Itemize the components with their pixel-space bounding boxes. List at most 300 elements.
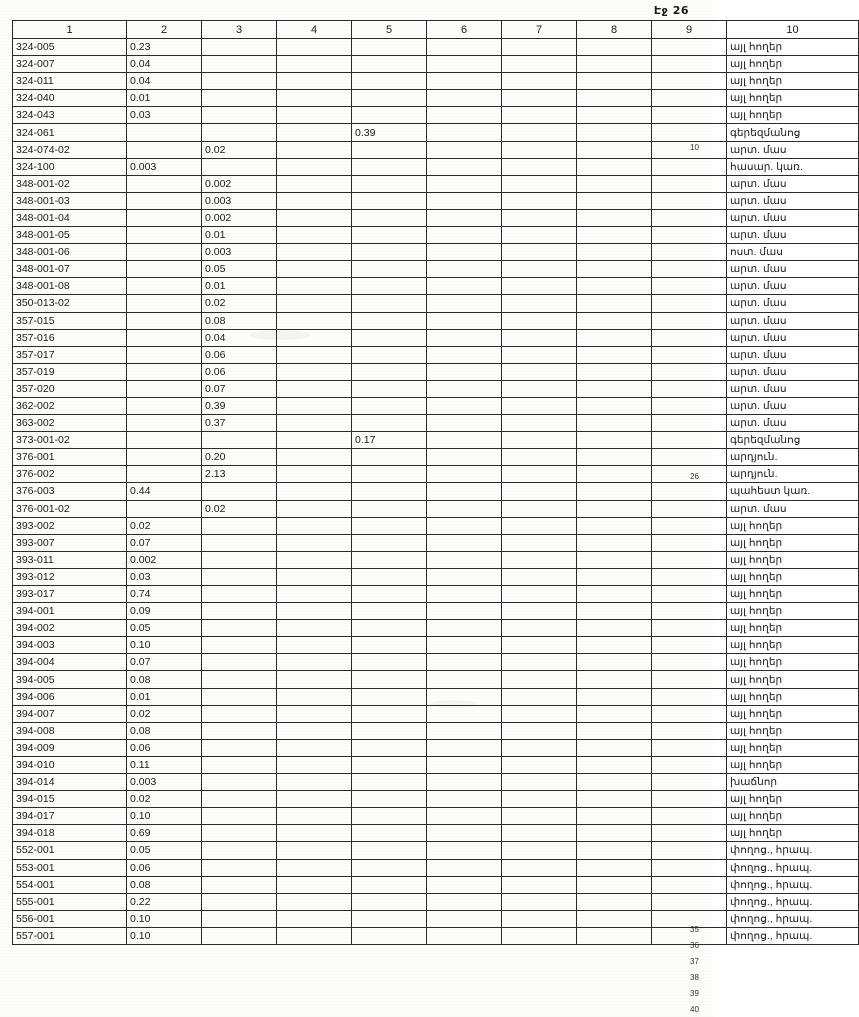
table-row: [13, 722, 859, 739]
cell-value-col5: [352, 449, 427, 466]
cell-land-type: պահեստ կառ.: [727, 483, 859, 500]
cell-parcel-code: 394-001: [13, 603, 127, 620]
cell-parcel-code: 363-002: [13, 415, 127, 432]
cell-value-col9: [652, 534, 727, 551]
cell-value-col9: [652, 568, 727, 585]
cell-value-col2: [127, 244, 202, 261]
cell-value-col7: [502, 107, 577, 124]
cell-parcel-code: 348-001-07: [13, 261, 127, 278]
cell-value-col3: [202, 893, 277, 910]
cell-value-col5: [352, 73, 427, 90]
cell-value-col2: 0.04: [127, 56, 202, 73]
table-row: [13, 603, 859, 620]
cell-value-col8: [577, 893, 652, 910]
cell-value-col3: [202, 432, 277, 449]
cell-parcel-code: 553-001: [13, 859, 127, 876]
cell-value-col4: [277, 739, 352, 756]
cell-value-col9: [652, 192, 727, 209]
cell-land-type: այլ հողեր: [727, 671, 859, 688]
cell-value-col7: [502, 432, 577, 449]
cell-value-col5: [352, 209, 427, 226]
cell-value-col7: [502, 312, 577, 329]
cell-value-col5: [352, 722, 427, 739]
cell-value-col7: [502, 158, 577, 175]
cell-value-col3: [202, 568, 277, 585]
cell-value-col5: [352, 551, 427, 568]
cell-value-col6: [427, 312, 502, 329]
cell-value-col3: 0.04: [202, 329, 277, 346]
cell-value-col4: [277, 534, 352, 551]
cell-value-col2: 0.08: [127, 876, 202, 893]
cell-value-col4: [277, 329, 352, 346]
cell-value-col9: [652, 876, 727, 893]
cell-value-col6: [427, 859, 502, 876]
cell-value-col9: [652, 603, 727, 620]
cell-parcel-code: 376-003: [13, 483, 127, 500]
table-row: [13, 739, 859, 756]
table-header: [13, 21, 859, 39]
table-row: [13, 551, 859, 568]
cell-value-col8: [577, 517, 652, 534]
cell-value-col3: 0.02: [202, 141, 277, 158]
cell-value-col6: [427, 73, 502, 90]
cell-value-col2: 0.44: [127, 483, 202, 500]
table-row: [13, 808, 859, 825]
cell-value-col6: [427, 534, 502, 551]
cell-value-col7: [502, 227, 577, 244]
cell-value-col4: [277, 56, 352, 73]
cell-value-col6: [427, 808, 502, 825]
cell-value-col8: [577, 739, 652, 756]
cell-value-col7: [502, 586, 577, 603]
cell-land-type: արտ. մաս: [727, 227, 859, 244]
cell-parcel-code: 362-002: [13, 397, 127, 414]
cell-value-col5: [352, 654, 427, 671]
cell-value-col4: [277, 551, 352, 568]
cell-value-col6: [427, 466, 502, 483]
cell-value-col5: [352, 346, 427, 363]
cell-value-col8: [577, 107, 652, 124]
cell-value-col9: [652, 722, 727, 739]
cell-value-col4: [277, 842, 352, 859]
table-row: [13, 927, 859, 944]
cell-value-col4: [277, 791, 352, 808]
cell-value-col4: [277, 722, 352, 739]
cell-value-col4: [277, 363, 352, 380]
cell-parcel-code: 393-007: [13, 534, 127, 551]
cell-value-col9: [652, 739, 727, 756]
cell-parcel-code: 357-020: [13, 380, 127, 397]
cell-land-type: այլ հողեր: [727, 756, 859, 773]
cell-value-col4: [277, 756, 352, 773]
cell-value-col6: [427, 329, 502, 346]
cell-value-col2: [127, 432, 202, 449]
cell-value-col5: [352, 483, 427, 500]
cell-value-col2: 0.08: [127, 722, 202, 739]
table-row: [13, 774, 859, 791]
cell-value-col2: 0.07: [127, 654, 202, 671]
cell-value-col6: [427, 756, 502, 773]
cell-value-col3: 0.06: [202, 363, 277, 380]
cell-parcel-code: 324-005: [13, 39, 127, 56]
cell-value-col3: [202, 654, 277, 671]
cell-value-col9: [652, 363, 727, 380]
cell-value-col6: [427, 568, 502, 585]
cell-value-col9: [652, 500, 727, 517]
cell-value-col6: [427, 842, 502, 859]
cell-value-col9: [652, 637, 727, 654]
cell-land-type: արտ. մաս: [727, 209, 859, 226]
table-row: [13, 192, 859, 209]
cell-parcel-code: 394-014: [13, 774, 127, 791]
cell-value-col5: [352, 910, 427, 927]
cell-value-col9: [652, 56, 727, 73]
cell-value-col5: [352, 141, 427, 158]
cell-value-col2: [127, 209, 202, 226]
cell-value-col6: [427, 295, 502, 312]
cell-value-col8: [577, 774, 652, 791]
cell-value-col4: [277, 209, 352, 226]
cell-value-col6: [427, 722, 502, 739]
table-row: [13, 705, 859, 722]
cell-value-col5: [352, 415, 427, 432]
cell-value-col9: [652, 90, 727, 107]
cell-value-col4: [277, 466, 352, 483]
cell-value-col7: [502, 73, 577, 90]
cell-value-col7: [502, 192, 577, 209]
table-body: [13, 39, 859, 945]
cell-land-type: արտ. մաս: [727, 141, 859, 158]
cell-value-col9: [652, 329, 727, 346]
cell-value-col4: [277, 432, 352, 449]
cell-value-col5: [352, 295, 427, 312]
cell-value-col7: [502, 39, 577, 56]
cell-land-type: այլ հողեր: [727, 654, 859, 671]
cell-value-col7: [502, 346, 577, 363]
cell-value-col2: [127, 466, 202, 483]
cell-value-col3: [202, 56, 277, 73]
cell-parcel-code: 394-004: [13, 654, 127, 671]
cell-value-col9: [652, 415, 727, 432]
cell-value-col2: [127, 329, 202, 346]
cell-value-col7: [502, 209, 577, 226]
cell-parcel-code: 556-001: [13, 910, 127, 927]
cell-value-col9: [652, 449, 727, 466]
cell-value-col9: [652, 295, 727, 312]
cell-value-col8: [577, 209, 652, 226]
cell-value-col2: 0.02: [127, 791, 202, 808]
cell-value-col7: [502, 500, 577, 517]
cell-value-col4: [277, 415, 352, 432]
cell-value-col7: [502, 859, 577, 876]
cell-parcel-code: 324-040: [13, 90, 127, 107]
cell-value-col3: [202, 124, 277, 141]
cell-value-col3: 0.02: [202, 295, 277, 312]
cell-value-col9: [652, 158, 727, 175]
column-header-3: 3: [202, 21, 277, 39]
cell-value-col8: [577, 39, 652, 56]
cell-value-col3: 0.003: [202, 192, 277, 209]
cell-value-col8: [577, 500, 652, 517]
cell-value-col5: [352, 380, 427, 397]
cell-value-col2: [127, 312, 202, 329]
cell-value-col3: 0.37: [202, 415, 277, 432]
table-row: [13, 432, 859, 449]
table-row: [13, 517, 859, 534]
cell-value-col5: [352, 261, 427, 278]
margin-note: 26: [690, 472, 699, 481]
cell-value-col8: [577, 261, 652, 278]
table-header-row: [13, 21, 859, 39]
cell-parcel-code: 324-061: [13, 124, 127, 141]
cell-value-col7: [502, 517, 577, 534]
cell-value-col6: [427, 56, 502, 73]
table-row: [13, 568, 859, 585]
table-row: [13, 483, 859, 500]
table-row: [13, 825, 859, 842]
cell-land-type: այլ հողեր: [727, 825, 859, 842]
cell-value-col6: [427, 175, 502, 192]
cell-land-type: գերեզմանոց: [727, 432, 859, 449]
cell-land-type: այլ հողեր: [727, 56, 859, 73]
cell-value-col8: [577, 791, 652, 808]
cell-value-col3: 2.13: [202, 466, 277, 483]
cell-value-col2: [127, 500, 202, 517]
cell-parcel-code: 376-001-02: [13, 500, 127, 517]
cell-parcel-code: 557-001: [13, 927, 127, 944]
cell-value-col7: [502, 654, 577, 671]
cell-value-col6: [427, 603, 502, 620]
cell-value-col6: [427, 209, 502, 226]
cell-value-col2: 0.002: [127, 551, 202, 568]
cell-parcel-code: 324-100: [13, 158, 127, 175]
cell-value-col3: 0.06: [202, 346, 277, 363]
cell-value-col3: 0.05: [202, 261, 277, 278]
cell-value-col5: [352, 227, 427, 244]
table-row: [13, 329, 859, 346]
cell-value-col4: [277, 295, 352, 312]
cell-value-col8: [577, 380, 652, 397]
margin-note: 10: [690, 143, 699, 152]
cell-value-col4: [277, 637, 352, 654]
cell-land-type: այլ հողեր: [727, 534, 859, 551]
cell-value-col4: [277, 568, 352, 585]
cell-value-col2: 0.10: [127, 927, 202, 944]
cell-value-col7: [502, 329, 577, 346]
cell-parcel-code: 394-006: [13, 688, 127, 705]
cell-value-col9: [652, 586, 727, 603]
cell-value-col2: 0.003: [127, 158, 202, 175]
cell-value-col5: [352, 637, 427, 654]
cell-value-col4: [277, 893, 352, 910]
cell-parcel-code: 394-005: [13, 671, 127, 688]
cell-parcel-code: 376-001: [13, 449, 127, 466]
cell-parcel-code: 324-011: [13, 73, 127, 90]
cell-value-col8: [577, 637, 652, 654]
cell-value-col4: [277, 227, 352, 244]
cell-value-col2: 0.05: [127, 620, 202, 637]
cell-value-col4: [277, 90, 352, 107]
cell-value-col5: [352, 466, 427, 483]
cell-land-type: այլ հողեր: [727, 551, 859, 568]
page-number-header: Էջ 26: [653, 4, 689, 17]
cell-value-col8: [577, 620, 652, 637]
cell-value-col3: 0.002: [202, 209, 277, 226]
cell-value-col2: [127, 227, 202, 244]
cell-value-col7: [502, 568, 577, 585]
cell-land-type: արտ. մաս: [727, 312, 859, 329]
cell-value-col5: [352, 56, 427, 73]
cell-value-col7: [502, 893, 577, 910]
cell-value-col7: [502, 756, 577, 773]
cell-value-col5: [352, 586, 427, 603]
cell-value-col3: 0.39: [202, 397, 277, 414]
cell-value-col4: [277, 483, 352, 500]
cell-land-type: այլ հողեր: [727, 73, 859, 90]
cell-value-col5: [352, 90, 427, 107]
cell-parcel-code: 552-001: [13, 842, 127, 859]
table-row: [13, 842, 859, 859]
cell-value-col6: [427, 654, 502, 671]
cell-value-col8: [577, 244, 652, 261]
cell-parcel-code: 357-019: [13, 363, 127, 380]
cell-value-col3: [202, 637, 277, 654]
cell-parcel-code: 376-002: [13, 466, 127, 483]
cell-value-col2: 0.02: [127, 705, 202, 722]
cell-value-col3: [202, 483, 277, 500]
cell-value-col6: [427, 586, 502, 603]
cell-value-col8: [577, 722, 652, 739]
cell-value-col7: [502, 603, 577, 620]
cell-value-col3: [202, 688, 277, 705]
cell-value-col9: [652, 107, 727, 124]
table-row: [13, 39, 859, 56]
cell-value-col5: 0.39: [352, 124, 427, 141]
cell-value-col9: [652, 517, 727, 534]
cell-value-col3: [202, 534, 277, 551]
cell-value-col6: [427, 192, 502, 209]
cell-value-col2: 0.05: [127, 842, 202, 859]
cell-value-col6: [427, 500, 502, 517]
table-row: [13, 346, 859, 363]
table-row: [13, 910, 859, 927]
cell-value-col2: 0.003: [127, 774, 202, 791]
cell-value-col7: [502, 56, 577, 73]
cell-land-type: արտ. մաս: [727, 500, 859, 517]
cell-value-col4: [277, 312, 352, 329]
cell-value-col5: 0.17: [352, 432, 427, 449]
cell-parcel-code: 394-015: [13, 791, 127, 808]
table-row: [13, 859, 859, 876]
table-row: [13, 244, 859, 261]
column-header-5: 5: [352, 21, 427, 39]
cell-value-col9: [652, 654, 727, 671]
cell-value-col6: [427, 910, 502, 927]
cell-value-col2: [127, 363, 202, 380]
cell-value-col5: [352, 876, 427, 893]
cell-value-col2: 0.10: [127, 808, 202, 825]
cell-value-col9: [652, 397, 727, 414]
cell-value-col8: [577, 278, 652, 295]
cell-value-col3: [202, 586, 277, 603]
cell-value-col5: [352, 39, 427, 56]
cell-value-col8: [577, 688, 652, 705]
margin-note: 35: [690, 925, 699, 934]
cell-parcel-code: 348-001-08: [13, 278, 127, 295]
cell-value-col7: [502, 415, 577, 432]
cell-value-col2: 0.01: [127, 90, 202, 107]
cell-value-col6: [427, 227, 502, 244]
cell-land-type: այլ հողեր: [727, 90, 859, 107]
cell-value-col4: [277, 397, 352, 414]
cell-value-col7: [502, 380, 577, 397]
cell-value-col5: [352, 893, 427, 910]
cell-value-col6: [427, 158, 502, 175]
cell-value-col4: [277, 141, 352, 158]
table-row: [13, 73, 859, 90]
cell-value-col6: [427, 551, 502, 568]
margin-note: 38: [690, 973, 699, 982]
cell-parcel-code: 393-012: [13, 568, 127, 585]
cell-value-col9: [652, 209, 727, 226]
cell-land-type: այլ հողեր: [727, 688, 859, 705]
cell-value-col7: [502, 534, 577, 551]
cell-value-col3: [202, 791, 277, 808]
cell-value-col9: [652, 312, 727, 329]
cell-value-col8: [577, 295, 652, 312]
cell-value-col9: [652, 688, 727, 705]
cell-parcel-code: 324-043: [13, 107, 127, 124]
cell-value-col6: [427, 620, 502, 637]
cell-land-type: արդյուն.: [727, 449, 859, 466]
cell-value-col2: 0.02: [127, 517, 202, 534]
table-row: [13, 278, 859, 295]
cell-value-col7: [502, 124, 577, 141]
cell-value-col5: [352, 500, 427, 517]
cell-value-col7: [502, 141, 577, 158]
cell-value-col3: [202, 910, 277, 927]
cell-value-col4: [277, 124, 352, 141]
table-row: [13, 312, 859, 329]
cell-parcel-code: 357-017: [13, 346, 127, 363]
cell-value-col8: [577, 927, 652, 944]
cell-parcel-code: 357-016: [13, 329, 127, 346]
cell-parcel-code: 394-003: [13, 637, 127, 654]
cell-value-col2: 0.23: [127, 39, 202, 56]
cell-value-col4: [277, 586, 352, 603]
cell-value-col4: [277, 859, 352, 876]
cell-value-col3: [202, 551, 277, 568]
cell-value-col6: [427, 90, 502, 107]
cell-parcel-code: 394-009: [13, 739, 127, 756]
cell-value-col4: [277, 688, 352, 705]
cell-value-col9: [652, 175, 727, 192]
cell-value-col2: [127, 380, 202, 397]
cell-value-col2: [127, 295, 202, 312]
cell-value-col2: [127, 415, 202, 432]
cell-parcel-code: 393-017: [13, 586, 127, 603]
cell-land-type: արտ. մաս: [727, 261, 859, 278]
table-row: [13, 637, 859, 654]
cell-value-col3: 0.01: [202, 227, 277, 244]
cell-value-col5: [352, 363, 427, 380]
cell-value-col5: [352, 107, 427, 124]
cell-value-col8: [577, 825, 652, 842]
table-row: [13, 466, 859, 483]
cell-value-col2: [127, 261, 202, 278]
cell-parcel-code: 350-013-02: [13, 295, 127, 312]
cell-value-col8: [577, 227, 652, 244]
